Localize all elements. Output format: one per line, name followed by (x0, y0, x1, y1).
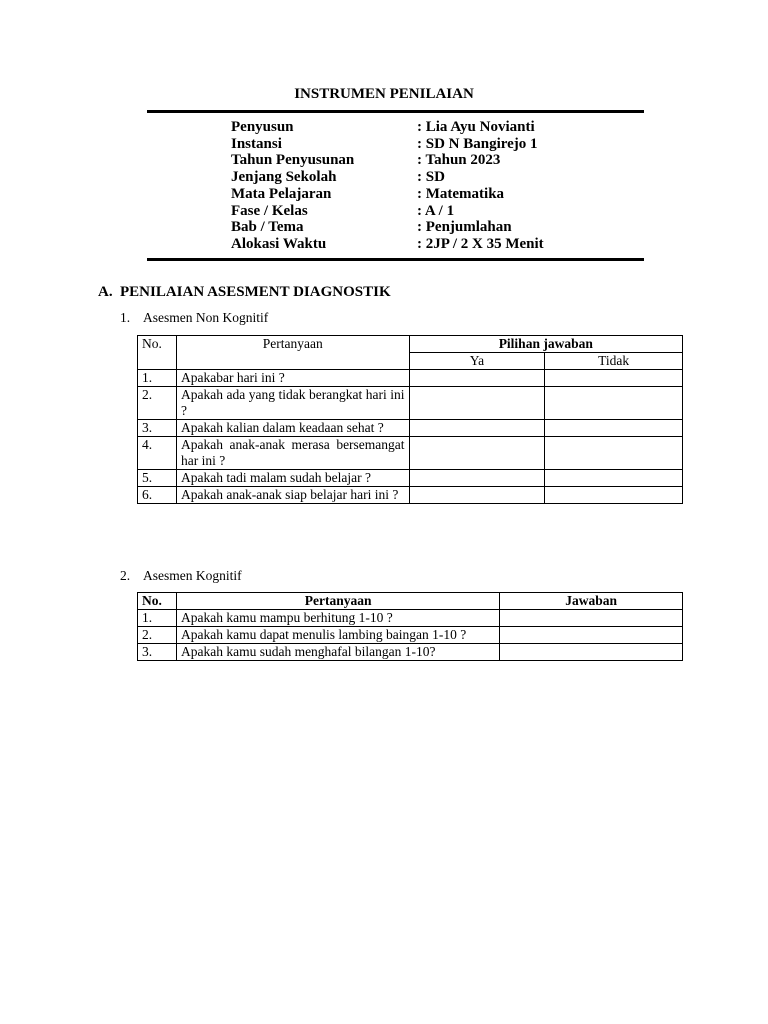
section-heading (98, 284, 391, 301)
row-number: 4. (138, 437, 177, 470)
row-question: Apakah kamu dapat menulis lambing baingan 1-10 ? (176, 627, 499, 644)
row-question: Apakah kamu sudah menghafal bilangan 1-10? (176, 644, 499, 661)
answer-ya-cell[interactable] (409, 370, 545, 387)
row-number: 3. (138, 644, 177, 661)
answer-tidak-cell[interactable] (545, 387, 683, 420)
meta-label: Alokasi Waktu (231, 235, 327, 252)
kognitif-table (137, 592, 683, 661)
answer-ya-cell[interactable] (409, 487, 545, 504)
header-rule-top (147, 110, 644, 113)
meta-row-fase (231, 203, 544, 220)
table-row (138, 627, 683, 644)
row-question: Apakah tadi malam sudah belajar ? (176, 470, 409, 487)
row-number: 1. (138, 610, 177, 627)
meta-row-tahun (231, 152, 544, 169)
subsection-number: 1. (120, 310, 131, 325)
meta-value: : Lia Ayu Novianti (417, 119, 535, 135)
meta-value: : A / 1 (417, 202, 455, 219)
row-question: Apakah kamu mampu berhitung 1-10 ? (176, 610, 499, 627)
document-meta (231, 119, 544, 253)
table-header-row (138, 336, 683, 353)
meta-row-penyusun (231, 119, 544, 136)
row-question: Apakah ada yang tidak berangkat hari ini ? (176, 387, 409, 420)
subsection-title: Asesmen Non Kognitif (143, 310, 269, 325)
header-pilihan-jawaban: Pilihan jawaban (409, 336, 682, 353)
table-row (138, 487, 683, 504)
meta-row-jenjang (231, 169, 544, 186)
table-row (138, 644, 683, 661)
row-question: Apakabar hari ini ? (176, 370, 409, 387)
subsection-heading-non-kognitif (120, 310, 268, 326)
meta-value: : 2JP / 2 X 35 Menit (417, 235, 544, 252)
meta-row-instansi (231, 136, 544, 153)
meta-label: Tahun Penyusunan (231, 152, 355, 169)
answer-cell[interactable] (500, 644, 683, 661)
table-row (138, 420, 683, 437)
header-pertanyaan: Pertanyaan (176, 336, 409, 370)
meta-label: Bab / Tema (231, 219, 304, 236)
table-header-row (138, 593, 683, 610)
subsection-title: Asesmen Kognitif (143, 568, 242, 583)
meta-value: : Tahun 2023 (417, 152, 501, 169)
answer-ya-cell[interactable] (409, 470, 545, 487)
section-number: A. (98, 284, 113, 300)
section-title: PENILAIAN ASESMENT DIAGNOSTIK (120, 284, 391, 300)
answer-ya-cell[interactable] (409, 437, 545, 470)
header-no: No. (138, 593, 177, 610)
table-row (138, 370, 683, 387)
header-pertanyaan: Pertanyaan (176, 593, 499, 610)
header-rule-bottom (147, 258, 644, 261)
row-number: 5. (138, 470, 177, 487)
meta-row-alokasi (231, 236, 544, 253)
answer-cell[interactable] (500, 627, 683, 644)
row-question: Apakah anak-anak merasa bersemangat har ini ? (176, 437, 409, 470)
row-question: Apakah anak-anak siap belajar hari ini ? (176, 487, 409, 504)
table-row (138, 470, 683, 487)
meta-row-mapel (231, 186, 544, 203)
answer-tidak-cell[interactable] (545, 470, 683, 487)
answer-tidak-cell[interactable] (545, 487, 683, 504)
meta-value: : Matematika (417, 185, 505, 202)
answer-tidak-cell[interactable] (545, 420, 683, 437)
answer-tidak-cell[interactable] (545, 437, 683, 470)
answer-ya-cell[interactable] (409, 387, 545, 420)
answer-cell[interactable] (500, 610, 683, 627)
row-number: 1. (138, 370, 177, 387)
meta-label: Penyusun (231, 119, 294, 135)
header-jawaban: Jawaban (500, 593, 683, 610)
meta-value: : Penjumlahan (417, 219, 512, 236)
answer-tidak-cell[interactable] (545, 370, 683, 387)
header-no: No. (138, 336, 177, 370)
header-ya: Ya (409, 353, 545, 370)
row-number: 2. (138, 627, 177, 644)
meta-label: Mata Pelajaran (231, 185, 332, 202)
non-kognitif-table (137, 335, 683, 504)
meta-value: : SD N Bangirejo 1 (417, 135, 538, 152)
row-number: 6. (138, 487, 177, 504)
table-row (138, 437, 683, 470)
row-number: 2. (138, 387, 177, 420)
table-row (138, 387, 683, 420)
subsection-number: 2. (120, 568, 131, 583)
meta-row-bab (231, 219, 544, 236)
meta-label: Fase / Kelas (231, 202, 308, 219)
header-tidak: Tidak (545, 353, 683, 370)
row-question: Apakah kalian dalam keadaan sehat ? (176, 420, 409, 437)
document-title: INSTRUMEN PENILAIAN (294, 86, 474, 102)
answer-ya-cell[interactable] (409, 420, 545, 437)
row-number: 3. (138, 420, 177, 437)
subsection-heading-kognitif (120, 568, 242, 584)
meta-value: : SD (417, 169, 445, 186)
meta-label: Jenjang Sekolah (231, 169, 337, 186)
meta-label: Instansi (231, 135, 282, 152)
table-row (138, 610, 683, 627)
